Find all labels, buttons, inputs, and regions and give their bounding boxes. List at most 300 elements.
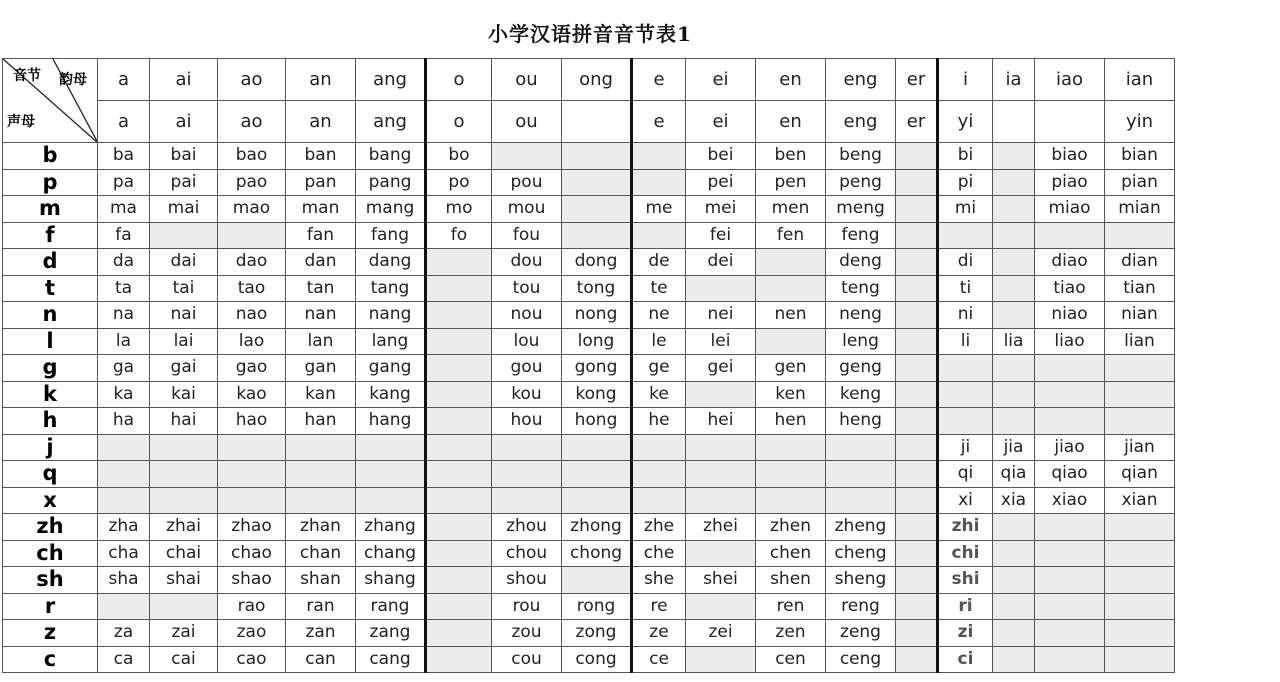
initial-label: j: [3, 434, 98, 461]
empty-cell: [1105, 593, 1175, 620]
syllable-cell: ce: [632, 646, 686, 673]
syllable-cell: niao: [1035, 302, 1105, 329]
syllable-cell: zhao: [218, 514, 286, 541]
empty-cell: [426, 249, 492, 276]
syllable-cell: sheng: [826, 567, 896, 594]
syllable-cell: lai: [150, 328, 218, 355]
syllable-cell: te: [632, 275, 686, 302]
empty-cell: [426, 328, 492, 355]
syllable-cell: leng: [826, 328, 896, 355]
syllable-cell: bei: [686, 143, 756, 170]
standalone-syllable-cell: ei: [686, 101, 756, 143]
empty-cell: [993, 620, 1035, 647]
empty-cell: [426, 514, 492, 541]
empty-cell: [632, 222, 686, 249]
syllable-cell: gai: [150, 355, 218, 382]
empty-cell: [1035, 514, 1105, 541]
standalone-syllable-cell: en: [756, 101, 826, 143]
syllable-cell: xiao: [1035, 487, 1105, 514]
empty-cell: [492, 434, 562, 461]
syllable-cell: teng: [826, 275, 896, 302]
syllable-cell: ma: [98, 196, 150, 223]
corner-final-label: 韵母: [59, 72, 87, 88]
table-corner: [3, 59, 98, 143]
syllable-cell: jiao: [1035, 434, 1105, 461]
initial-label: f: [3, 222, 98, 249]
table-row: [3, 620, 1175, 647]
initial-label: m: [3, 196, 98, 223]
syllable-cell: shen: [756, 567, 826, 594]
empty-cell: [286, 487, 356, 514]
syllable-cell: tao: [218, 275, 286, 302]
empty-cell: [632, 434, 686, 461]
syllable-cell: jia: [993, 434, 1035, 461]
empty-cell: [993, 275, 1035, 302]
syllable-cell: gang: [356, 355, 426, 382]
empty-cell: [426, 275, 492, 302]
syllable-cell: mai: [150, 196, 218, 223]
syllable-cell: rou: [492, 593, 562, 620]
final-header-cell: ai: [150, 59, 218, 101]
final-header-cell: er: [896, 59, 938, 101]
syllable-cell: xi: [938, 487, 993, 514]
syllable-cell: ran: [286, 593, 356, 620]
final-header-cell: i: [938, 59, 993, 101]
empty-cell: [218, 434, 286, 461]
syllable-cell: de: [632, 249, 686, 276]
syllable-cell: xian: [1105, 487, 1175, 514]
empty-cell: [426, 593, 492, 620]
table-row: [3, 222, 1175, 249]
syllable-cell: cen: [756, 646, 826, 673]
syllable-cell: dei: [686, 249, 756, 276]
empty-cell: [492, 487, 562, 514]
syllable-cell: chen: [756, 540, 826, 567]
syllable-cell: zang: [356, 620, 426, 647]
empty-cell: [993, 169, 1035, 196]
empty-cell: [1105, 514, 1175, 541]
empty-cell: [562, 169, 632, 196]
syllable-table: [2, 58, 1175, 673]
syllable-cell: kan: [286, 381, 356, 408]
syllable-cell: reng: [826, 593, 896, 620]
syllable-cell: nian: [1105, 302, 1175, 329]
syllable-cell: cou: [492, 646, 562, 673]
empty-cell: [993, 355, 1035, 382]
syllable-cell: hai: [150, 408, 218, 435]
syllable-cell: ceng: [826, 646, 896, 673]
syllable-cell: ken: [756, 381, 826, 408]
syllable-cell: zhou: [492, 514, 562, 541]
syllable-cell: liao: [1035, 328, 1105, 355]
standalone-syllable-cell: yi: [938, 101, 993, 143]
syllable-cell: mang: [356, 196, 426, 223]
empty-cell: [1105, 222, 1175, 249]
empty-cell: [1035, 567, 1105, 594]
standalone-syllable-cell: [1035, 101, 1105, 143]
syllable-cell: zi: [938, 620, 993, 647]
syllable-cell: chong: [562, 540, 632, 567]
syllable-cell: ban: [286, 143, 356, 170]
syllable-cell: re: [632, 593, 686, 620]
empty-cell: [426, 646, 492, 673]
syllable-cell: mian: [1105, 196, 1175, 223]
standalone-syllable-cell: ang: [356, 101, 426, 143]
syllable-cell: lia: [993, 328, 1035, 355]
syllable-cell: shou: [492, 567, 562, 594]
empty-cell: [993, 514, 1035, 541]
empty-cell: [218, 487, 286, 514]
empty-cell: [492, 461, 562, 488]
syllable-cell: ha: [98, 408, 150, 435]
syllable-cell: tang: [356, 275, 426, 302]
empty-cell: [1105, 408, 1175, 435]
syllable-cell: fen: [756, 222, 826, 249]
syllable-cell: beng: [826, 143, 896, 170]
syllable-cell: nang: [356, 302, 426, 329]
syllable-cell: dong: [562, 249, 632, 276]
syllable-cell: zeng: [826, 620, 896, 647]
syllable-cell: ren: [756, 593, 826, 620]
syllable-cell: pang: [356, 169, 426, 196]
empty-cell: [562, 196, 632, 223]
empty-cell: [426, 302, 492, 329]
empty-cell: [218, 222, 286, 249]
syllable-cell: da: [98, 249, 150, 276]
syllable-cell: gong: [562, 355, 632, 382]
final-header-cell: o: [426, 59, 492, 101]
empty-cell: [1035, 540, 1105, 567]
syllable-cell: lang: [356, 328, 426, 355]
syllable-cell: gou: [492, 355, 562, 382]
empty-cell: [896, 434, 938, 461]
table-row: [3, 461, 1175, 488]
empty-cell: [826, 487, 896, 514]
syllable-cell: ji: [938, 434, 993, 461]
empty-cell: [150, 487, 218, 514]
corner-initial-label: 声母: [7, 114, 35, 130]
empty-cell: [896, 514, 938, 541]
syllable-cell: pen: [756, 169, 826, 196]
empty-cell: [993, 646, 1035, 673]
standalone-syllable-row: [3, 101, 1175, 143]
syllable-cell: pan: [286, 169, 356, 196]
syllable-cell: men: [756, 196, 826, 223]
syllable-cell: lao: [218, 328, 286, 355]
empty-cell: [896, 169, 938, 196]
syllable-cell: dao: [218, 249, 286, 276]
syllable-cell: la: [98, 328, 150, 355]
empty-cell: [896, 381, 938, 408]
syllable-cell: za: [98, 620, 150, 647]
syllable-cell: miao: [1035, 196, 1105, 223]
syllable-cell: ta: [98, 275, 150, 302]
syllable-cell: cao: [218, 646, 286, 673]
syllable-cell: dian: [1105, 249, 1175, 276]
empty-cell: [756, 487, 826, 514]
syllable-cell: zhen: [756, 514, 826, 541]
syllable-cell: pian: [1105, 169, 1175, 196]
syllable-cell: keng: [826, 381, 896, 408]
syllable-cell: shao: [218, 567, 286, 594]
empty-cell: [1105, 381, 1175, 408]
syllable-cell: chai: [150, 540, 218, 567]
standalone-syllable-cell: yin: [1105, 101, 1175, 143]
syllable-cell: kong: [562, 381, 632, 408]
syllable-cell: pai: [150, 169, 218, 196]
syllable-cell: nou: [492, 302, 562, 329]
empty-cell: [896, 196, 938, 223]
syllable-cell: feng: [826, 222, 896, 249]
syllable-cell: lei: [686, 328, 756, 355]
final-header-cell: ong: [562, 59, 632, 101]
finals-header-row: [3, 59, 1175, 101]
empty-cell: [1035, 646, 1105, 673]
syllable-cell: che: [632, 540, 686, 567]
syllable-cell: pei: [686, 169, 756, 196]
empty-cell: [150, 434, 218, 461]
syllable-cell: nan: [286, 302, 356, 329]
syllable-cell: gao: [218, 355, 286, 382]
empty-cell: [896, 275, 938, 302]
empty-cell: [756, 275, 826, 302]
syllable-cell: long: [562, 328, 632, 355]
syllable-cell: ge: [632, 355, 686, 382]
table-row: [3, 169, 1175, 196]
syllable-cell: hang: [356, 408, 426, 435]
empty-cell: [686, 381, 756, 408]
empty-cell: [896, 567, 938, 594]
empty-cell: [150, 593, 218, 620]
empty-cell: [993, 302, 1035, 329]
final-header-cell: ou: [492, 59, 562, 101]
empty-cell: [686, 275, 756, 302]
syllable-cell: can: [286, 646, 356, 673]
syllable-cell: shai: [150, 567, 218, 594]
syllable-cell: ci: [938, 646, 993, 673]
table-row: [3, 302, 1175, 329]
empty-cell: [1105, 540, 1175, 567]
empty-cell: [938, 381, 993, 408]
empty-cell: [632, 143, 686, 170]
syllable-cell: nao: [218, 302, 286, 329]
syllable-cell: hong: [562, 408, 632, 435]
empty-cell: [1105, 567, 1175, 594]
syllable-cell: lou: [492, 328, 562, 355]
empty-cell: [562, 222, 632, 249]
empty-cell: [426, 620, 492, 647]
initial-label: h: [3, 408, 98, 435]
syllable-cell: fei: [686, 222, 756, 249]
syllable-cell: zhei: [686, 514, 756, 541]
table-row: [3, 355, 1175, 382]
syllable-cell: qian: [1105, 461, 1175, 488]
empty-cell: [993, 196, 1035, 223]
syllable-cell: nai: [150, 302, 218, 329]
syllable-cell: tiao: [1035, 275, 1105, 302]
initial-label: x: [3, 487, 98, 514]
empty-cell: [756, 328, 826, 355]
standalone-syllable-cell: a: [98, 101, 150, 143]
empty-cell: [896, 222, 938, 249]
table-row: [3, 196, 1175, 223]
syllable-cell: di: [938, 249, 993, 276]
syllable-cell: kang: [356, 381, 426, 408]
syllable-cell: gen: [756, 355, 826, 382]
empty-cell: [356, 487, 426, 514]
syllable-cell: zen: [756, 620, 826, 647]
syllable-cell: ba: [98, 143, 150, 170]
empty-cell: [993, 249, 1035, 276]
initial-label: n: [3, 302, 98, 329]
empty-cell: [286, 461, 356, 488]
standalone-syllable-cell: an: [286, 101, 356, 143]
initial-label: zh: [3, 514, 98, 541]
final-header-cell: a: [98, 59, 150, 101]
syllable-cell: chou: [492, 540, 562, 567]
syllable-cell: fang: [356, 222, 426, 249]
syllable-cell: cai: [150, 646, 218, 673]
empty-cell: [98, 593, 150, 620]
empty-cell: [562, 567, 632, 594]
empty-cell: [562, 487, 632, 514]
syllable-cell: mo: [426, 196, 492, 223]
empty-cell: [98, 434, 150, 461]
syllable-cell: heng: [826, 408, 896, 435]
table-row: [3, 143, 1175, 170]
empty-cell: [826, 461, 896, 488]
syllable-cell: ca: [98, 646, 150, 673]
syllable-cell: mou: [492, 196, 562, 223]
empty-cell: [1035, 381, 1105, 408]
syllable-cell: fa: [98, 222, 150, 249]
empty-cell: [632, 487, 686, 514]
syllable-cell: zhai: [150, 514, 218, 541]
syllable-cell: chang: [356, 540, 426, 567]
empty-cell: [492, 143, 562, 170]
syllable-cell: me: [632, 196, 686, 223]
syllable-cell: rong: [562, 593, 632, 620]
initial-label: d: [3, 249, 98, 276]
syllable-cell: she: [632, 567, 686, 594]
syllable-cell: nong: [562, 302, 632, 329]
syllable-cell: shan: [286, 567, 356, 594]
syllable-cell: bai: [150, 143, 218, 170]
empty-cell: [993, 143, 1035, 170]
initial-label: sh: [3, 567, 98, 594]
empty-cell: [993, 567, 1035, 594]
syllable-cell: pao: [218, 169, 286, 196]
syllable-cell: peng: [826, 169, 896, 196]
empty-cell: [1035, 355, 1105, 382]
syllable-cell: zai: [150, 620, 218, 647]
empty-cell: [426, 487, 492, 514]
table-row: [3, 646, 1175, 673]
empty-cell: [896, 408, 938, 435]
syllable-cell: biao: [1035, 143, 1105, 170]
syllable-cell: nen: [756, 302, 826, 329]
syllable-cell: neng: [826, 302, 896, 329]
syllable-cell: gei: [686, 355, 756, 382]
table-row: [3, 275, 1175, 302]
empty-cell: [686, 593, 756, 620]
syllable-cell: pi: [938, 169, 993, 196]
standalone-syllable-cell: ao: [218, 101, 286, 143]
empty-cell: [562, 461, 632, 488]
syllable-cell: zheng: [826, 514, 896, 541]
syllable-cell: mao: [218, 196, 286, 223]
table-row: [3, 567, 1175, 594]
empty-cell: [686, 487, 756, 514]
syllable-cell: ke: [632, 381, 686, 408]
table-row: [3, 487, 1175, 514]
syllable-cell: xia: [993, 487, 1035, 514]
initial-label: t: [3, 275, 98, 302]
standalone-syllable-cell: [993, 101, 1035, 143]
initial-label: k: [3, 381, 98, 408]
initial-label: q: [3, 461, 98, 488]
empty-cell: [98, 487, 150, 514]
syllable-cell: tou: [492, 275, 562, 302]
empty-cell: [896, 249, 938, 276]
empty-cell: [686, 540, 756, 567]
syllable-cell: lian: [1105, 328, 1175, 355]
empty-cell: [356, 461, 426, 488]
empty-cell: [896, 461, 938, 488]
standalone-syllable-cell: e: [632, 101, 686, 143]
final-header-cell: iao: [1035, 59, 1105, 101]
syllable-cell: rang: [356, 593, 426, 620]
table-row: [3, 328, 1175, 355]
initial-label: c: [3, 646, 98, 673]
empty-cell: [1105, 646, 1175, 673]
syllable-cell: bi: [938, 143, 993, 170]
empty-cell: [426, 381, 492, 408]
empty-cell: [1105, 620, 1175, 647]
empty-cell: [426, 355, 492, 382]
syllable-cell: shi: [938, 567, 993, 594]
syllable-cell: pou: [492, 169, 562, 196]
syllable-cell: bian: [1105, 143, 1175, 170]
syllable-cell: qiao: [1035, 461, 1105, 488]
empty-cell: [896, 328, 938, 355]
empty-cell: [938, 222, 993, 249]
empty-cell: [756, 249, 826, 276]
syllable-cell: zou: [492, 620, 562, 647]
empty-cell: [896, 143, 938, 170]
empty-cell: [756, 461, 826, 488]
syllable-cell: shei: [686, 567, 756, 594]
syllable-cell: na: [98, 302, 150, 329]
syllable-cell: cheng: [826, 540, 896, 567]
syllable-cell: ne: [632, 302, 686, 329]
syllable-cell: po: [426, 169, 492, 196]
syllable-cell: bao: [218, 143, 286, 170]
initial-label: l: [3, 328, 98, 355]
empty-cell: [938, 355, 993, 382]
syllable-cell: dang: [356, 249, 426, 276]
table-row: [3, 593, 1175, 620]
syllable-cell: gan: [286, 355, 356, 382]
syllable-cell: diao: [1035, 249, 1105, 276]
syllable-cell: cang: [356, 646, 426, 673]
syllable-cell: bo: [426, 143, 492, 170]
syllable-cell: mei: [686, 196, 756, 223]
syllable-cell: zei: [686, 620, 756, 647]
empty-cell: [896, 620, 938, 647]
syllable-cell: nei: [686, 302, 756, 329]
table-row: [3, 249, 1175, 276]
